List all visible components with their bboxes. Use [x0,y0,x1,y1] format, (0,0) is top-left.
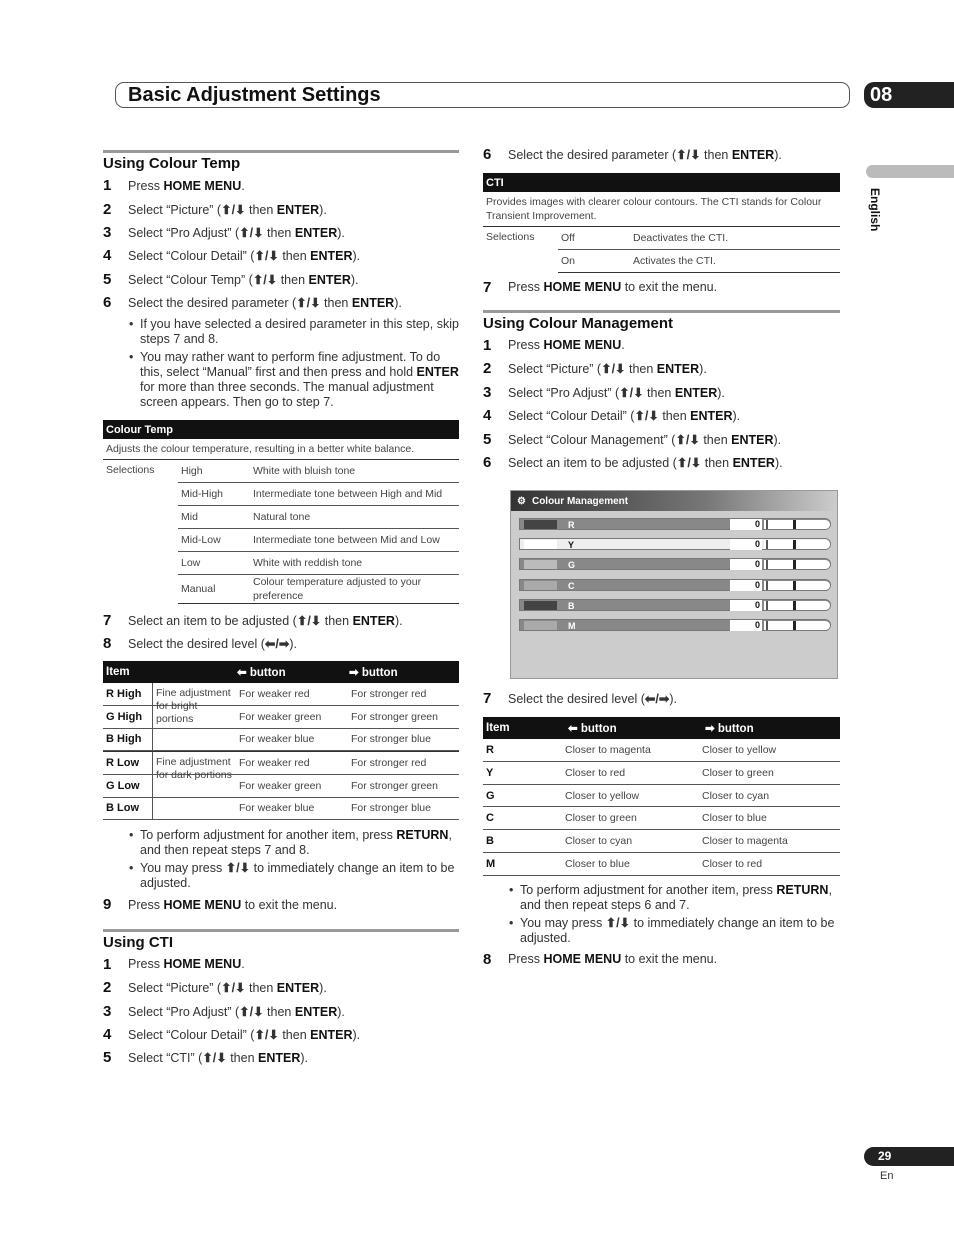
colour-name: Y [568,540,575,551]
colour-swatch [524,601,557,610]
step [103,291,459,314]
selection-row [178,529,459,552]
selection-value: Intermediate tone between High and Mid [253,488,443,501]
row-left-effect: Closer to yellow [565,789,640,802]
step-text: Select “Pro Adjust” (⬆/⬇ then ENTER). [128,1004,345,1019]
step-text: Press HOME MENU to exit the menu. [508,952,718,967]
arrow-icon: ⬆/⬇ [221,981,246,996]
selection-key: Mid-Low [181,534,221,547]
step-text: Press HOME MENU. [508,338,625,353]
step-text: Select the desired level (⬅/➡). [128,636,297,651]
colour-name: B [568,600,575,611]
step-number: 2 [103,979,112,997]
side-tab [866,165,954,178]
step-text: Select the desired level (⬅/➡). [508,692,677,707]
colour-management-steps [483,334,840,474]
step-text: Select “Pro Adjust” (⬆/⬇ then ENTER). [128,225,345,240]
step [483,451,840,474]
screen-title: Colour Management [531,495,629,507]
header-right-button: ➡ button [349,667,398,680]
colour-value: 0 [730,620,762,631]
row-item: B Low [103,798,153,820]
level-slider[interactable] [764,520,830,529]
table-row [483,830,840,853]
cti-steps [103,953,459,1070]
arrow-icon: ⬅/➡ [264,636,290,651]
selection-value: Activates the CTI. [633,255,716,268]
selection-value: White with bluish tone [253,465,356,478]
colour-management-step-8 [483,948,840,971]
step-number: 3 [103,1002,112,1020]
row-right-effect: Closer to blue [702,812,767,825]
step-number: 4 [103,247,112,265]
step [483,404,840,427]
step-number: 5 [103,270,112,288]
step [103,1023,459,1046]
header-left-button: ⬅ button [237,667,286,680]
row-right-effect: Closer to red [702,857,763,870]
colour-row[interactable] [519,538,831,550]
table-row [483,853,840,876]
selection-value: White with reddish tone [253,557,363,570]
arrow-icon: ⬆/⬇ [239,1004,264,1019]
selection-key: Manual [181,583,216,596]
row-right-effect: For stronger green [351,779,438,792]
step [483,427,840,450]
selection-key: Mid-High [181,488,224,501]
step-text: Select “Picture” (⬆/⬇ then ENTER). [508,362,707,377]
arrow-icon: ⬆/⬇ [634,409,659,424]
row-right-effect: For stronger green [351,710,438,723]
row-left-effect: For weaker blue [239,802,315,815]
selection-row [178,552,459,575]
bullet-note: • If you have selected a desired parameter in this step, skip steps 7 and 8. [103,317,459,347]
row-item: C [486,812,494,825]
table-header [483,717,840,739]
step [483,948,840,971]
level-slider[interactable] [764,621,830,630]
colour-name: M [568,621,576,631]
high-group [103,683,459,751]
row-right-effect: For stronger red [351,687,427,700]
row-item: B [486,834,494,847]
step-number: 7 [483,278,492,296]
table-title: CTI [483,173,840,192]
selection-key: Off [561,232,575,245]
left-column [103,150,459,1070]
row-left-effect: For weaker red [239,757,310,770]
table-body [483,739,840,875]
selection-key: On [561,255,576,268]
selection-row [558,227,840,250]
colour-row[interactable] [519,579,831,591]
selection-row [178,575,459,604]
step [483,381,840,404]
settings-icon: ⚙ [517,495,526,507]
step-text: Select “Picture” (⬆/⬇ then ENTER). [128,202,327,217]
colour-temp-step-9 [103,893,459,916]
step-text: Select “Pro Adjust” (⬆/⬇ then ENTER). [508,385,725,400]
selection-key: Mid [181,511,198,524]
selection-key: Low [181,557,201,570]
bullet-note: • To perform adjustment for another item, press RETURN, and then repeat steps 7 and 8. [103,828,459,858]
table-row [483,739,840,762]
selections-list [483,227,840,273]
colour-row[interactable] [519,619,831,631]
step [103,174,459,197]
group-description: Fine adjustment for bright portions [156,687,231,726]
language-code: En [880,1170,894,1182]
step-number: 3 [103,223,112,241]
arrow-icon: ⬆/⬇ [601,362,626,377]
step-text: Select “Colour Temp” (⬆/⬇ then ENTER). [128,272,359,287]
step-text: Press HOME MENU to exit the menu. [508,280,718,295]
right-arrow-icon: ➡ [705,723,715,736]
row-left-effect: Closer to magenta [565,744,651,757]
bullet-note: • You may press ⬆/⬇ to immediately change an item to be adjusted. [483,916,840,946]
arrow-icon: ⬆/⬇ [254,249,279,264]
colour-value: 0 [730,580,762,591]
colour-name: C [568,580,575,591]
colour-value: 0 [730,539,762,550]
step-number: 5 [483,430,492,448]
row-right-effect: Closer to cyan [702,789,770,802]
chapter-badge: 08 [864,82,954,108]
step-number: 8 [483,950,492,968]
cti-heading: Using CTI [103,929,459,953]
row-item: G High [103,706,153,728]
step [483,334,840,357]
step-number: 9 [103,896,112,914]
step [103,197,459,220]
arrow-icon: ⬆/⬇ [676,148,701,163]
colour-temp-table [103,420,459,604]
title-bar [115,82,850,108]
step-text: Select an item to be adjusted (⬆/⬇ then ENTER). [128,613,403,628]
step [103,976,459,999]
step [483,275,840,298]
selection-value: Natural tone [253,511,311,524]
step-number: 6 [103,294,112,312]
colour-row[interactable] [519,599,831,611]
cti-step-7 [483,275,840,298]
step-number: 6 [483,146,492,164]
step-number: 1 [103,955,112,973]
colour-row[interactable] [519,518,831,530]
arrow-icon: ⬆/⬇ [296,296,321,311]
row-left-effect: Closer to cyan [565,834,633,847]
colour-name: R [568,520,575,530]
row-right-effect: Closer to magenta [702,834,788,847]
step [483,687,840,710]
colour-swatch [524,540,557,549]
arrow-icon: ⬆/⬇ [296,613,322,628]
arrow-icon: ⬆/⬇ [675,432,700,447]
colour-management-step-7 [483,687,840,710]
step-number: 4 [103,1026,112,1043]
selection-key: High [181,465,203,478]
row-item: R High [103,683,153,705]
cti-step-6 [483,143,840,166]
up-down-arrow-icon: ⬆/⬇ [225,861,251,876]
colour-name: G [568,560,576,571]
selections-label: Selections [106,464,155,477]
colour-row[interactable] [519,558,831,570]
step-text: Select “Picture” (⬆/⬇ then ENTER). [128,981,327,996]
step-text: Press HOME MENU. [128,957,245,972]
arrow-icon: ⬅/➡ [644,692,670,707]
arrow-icon: ⬆/⬇ [252,272,278,287]
row-left-effect: Closer to red [565,766,626,779]
header-item: Item [486,722,510,735]
step-number: 1 [103,177,112,195]
row-item: G Low [103,775,153,797]
selection-value: Intermediate tone between Mid and Low [253,534,440,547]
header-left-button: ⬅ button [568,723,617,736]
step-number: 2 [103,200,112,218]
step-number: 7 [103,611,112,629]
step [103,953,459,976]
left-arrow-icon: ⬅ [237,667,247,680]
step-text: Select the desired parameter (⬆/⬇ then ENTER). [508,148,782,163]
colour-swatch [524,621,557,630]
table-row [103,798,459,821]
level-slider[interactable] [764,540,830,549]
row-left-effect: For weaker green [239,710,322,723]
step-text: Select “CTI” (⬆/⬇ then ENTER). [128,1051,309,1066]
row-item: R [486,744,494,757]
colour-value: 0 [730,559,762,570]
step-number: 8 [103,634,112,652]
low-group [103,751,459,820]
bullet-note: • You may rather want to perform fine adjustment. To do this, select “Manual” first and then press and hold ENTER for more than three seconds. The manual adjustment screen appears. Then go to step 7. [103,350,459,410]
step-text: Select the desired parameter (⬆/⬇ then ENTER). [128,296,402,311]
up-down-arrow-icon: ⬆/⬇ [605,915,631,930]
colour-swatch [524,520,557,529]
step-text: Select an item to be adjusted (⬆/⬇ then ENTER). [508,455,783,470]
step [483,143,840,166]
right-column [483,143,840,474]
step [103,999,459,1022]
table-title: Colour Temp [103,420,459,439]
selection-row [558,250,840,273]
step [103,893,459,916]
selection-row [178,506,459,529]
level-slider[interactable] [764,601,830,610]
colour-management-screen [510,490,838,679]
row-left-effect: Closer to blue [565,857,630,870]
step-text: Select “Colour Detail” (⬆/⬇ then ENTER). [128,249,361,264]
step-number: 7 [483,690,492,708]
row-right-effect: For stronger red [351,757,427,770]
row-item: M [486,857,496,870]
table-row [483,807,840,830]
colour-value: 0 [730,519,762,530]
right-column-lower [483,687,840,971]
row-left-effect: For weaker green [239,779,322,792]
row-item: R Low [103,752,153,774]
selection-row [178,460,459,483]
step-number: 4 [483,407,492,425]
step [103,244,459,267]
page-title: Basic Adjustment Settings [128,83,381,106]
row-right-effect: Closer to green [702,766,774,779]
cti-table [483,173,840,273]
bullet-note: • To perform adjustment for another item, press RETURN, and then repeat steps 6 and 7. [483,883,840,913]
group-description: Fine adjustment for dark portions [156,756,232,782]
selection-value: Colour temperature adjusted to your preference [253,576,422,603]
colour-temp-heading: Using Colour Temp [103,150,459,174]
bullet-note: • You may press ⬆/⬇ to immediately change an item to be adjusted. [103,861,459,891]
level-slider[interactable] [764,560,830,569]
colour-temp-steps [103,174,459,314]
level-slider[interactable] [764,581,830,590]
step [103,268,459,291]
step-number: 3 [483,383,492,401]
step-text: Select “Colour Detail” (⬆/⬇ then ENTER). [508,409,741,424]
step-number: 1 [483,336,492,354]
step [103,221,459,244]
arrow-icon: ⬆/⬇ [676,455,702,470]
step-number: 5 [103,1049,112,1067]
table-description: Provides images with clearer colour contours. The CTI stands for Colour Transient Improvement. [483,192,840,227]
table-row [483,785,840,808]
selection-row [178,483,459,506]
colour-temp-steps-7-8 [103,608,459,655]
table-row [103,729,459,752]
row-right-effect: For stronger blue [351,802,431,815]
step-text: Press HOME MENU. [128,178,245,193]
colour-temp-adjust-table [103,661,459,820]
step [103,1046,459,1069]
row-item: Y [486,766,494,779]
step-number: 2 [483,360,492,378]
screen-header [511,491,837,511]
step-text: Select “Colour Detail” (⬆/⬇ then ENTER). [128,1028,361,1042]
colour-swatch [524,560,557,569]
step [483,357,840,380]
arrow-icon: ⬆/⬇ [254,1028,279,1042]
step [103,632,459,655]
table-description: Adjusts the colour temperature, resulting in a better white balance. [103,439,459,460]
step-number: 6 [483,453,492,471]
side-language-label: English [868,188,882,232]
colour-management-heading: Using Colour Management [483,310,840,334]
row-left-effect: For weaker red [239,687,310,700]
selections-list [103,460,459,604]
colour-swatch [524,581,557,590]
selection-value: Deactivates the CTI. [633,232,729,245]
row-left-effect: Closer to green [565,812,637,825]
step-text: Press HOME MENU to exit the menu. [128,897,338,912]
header-right-button: ➡ button [705,723,754,736]
page-number: 29 [864,1147,954,1166]
step [103,608,459,631]
row-item: G [486,789,495,802]
row-left-effect: For weaker blue [239,733,315,746]
row-right-effect: Closer to yellow [702,744,777,757]
table-row [483,762,840,785]
row-item: B High [103,729,153,751]
left-arrow-icon: ⬅ [568,723,578,736]
step-text: Select “Colour Management” (⬆/⬇ then ENTER). [508,432,782,447]
arrow-icon: ⬆/⬇ [221,202,246,217]
row-right-effect: For stronger blue [351,733,431,746]
header-item: Item [106,666,130,679]
arrow-icon: ⬆/⬇ [619,385,644,400]
colour-management-adjust-table [483,717,840,875]
arrow-icon: ⬆/⬇ [239,225,264,240]
right-arrow-icon: ➡ [349,667,359,680]
colour-value: 0 [730,600,762,611]
selections-label: Selections [486,231,535,244]
table-header [103,661,459,683]
arrow-icon: ⬆/⬇ [202,1051,227,1066]
